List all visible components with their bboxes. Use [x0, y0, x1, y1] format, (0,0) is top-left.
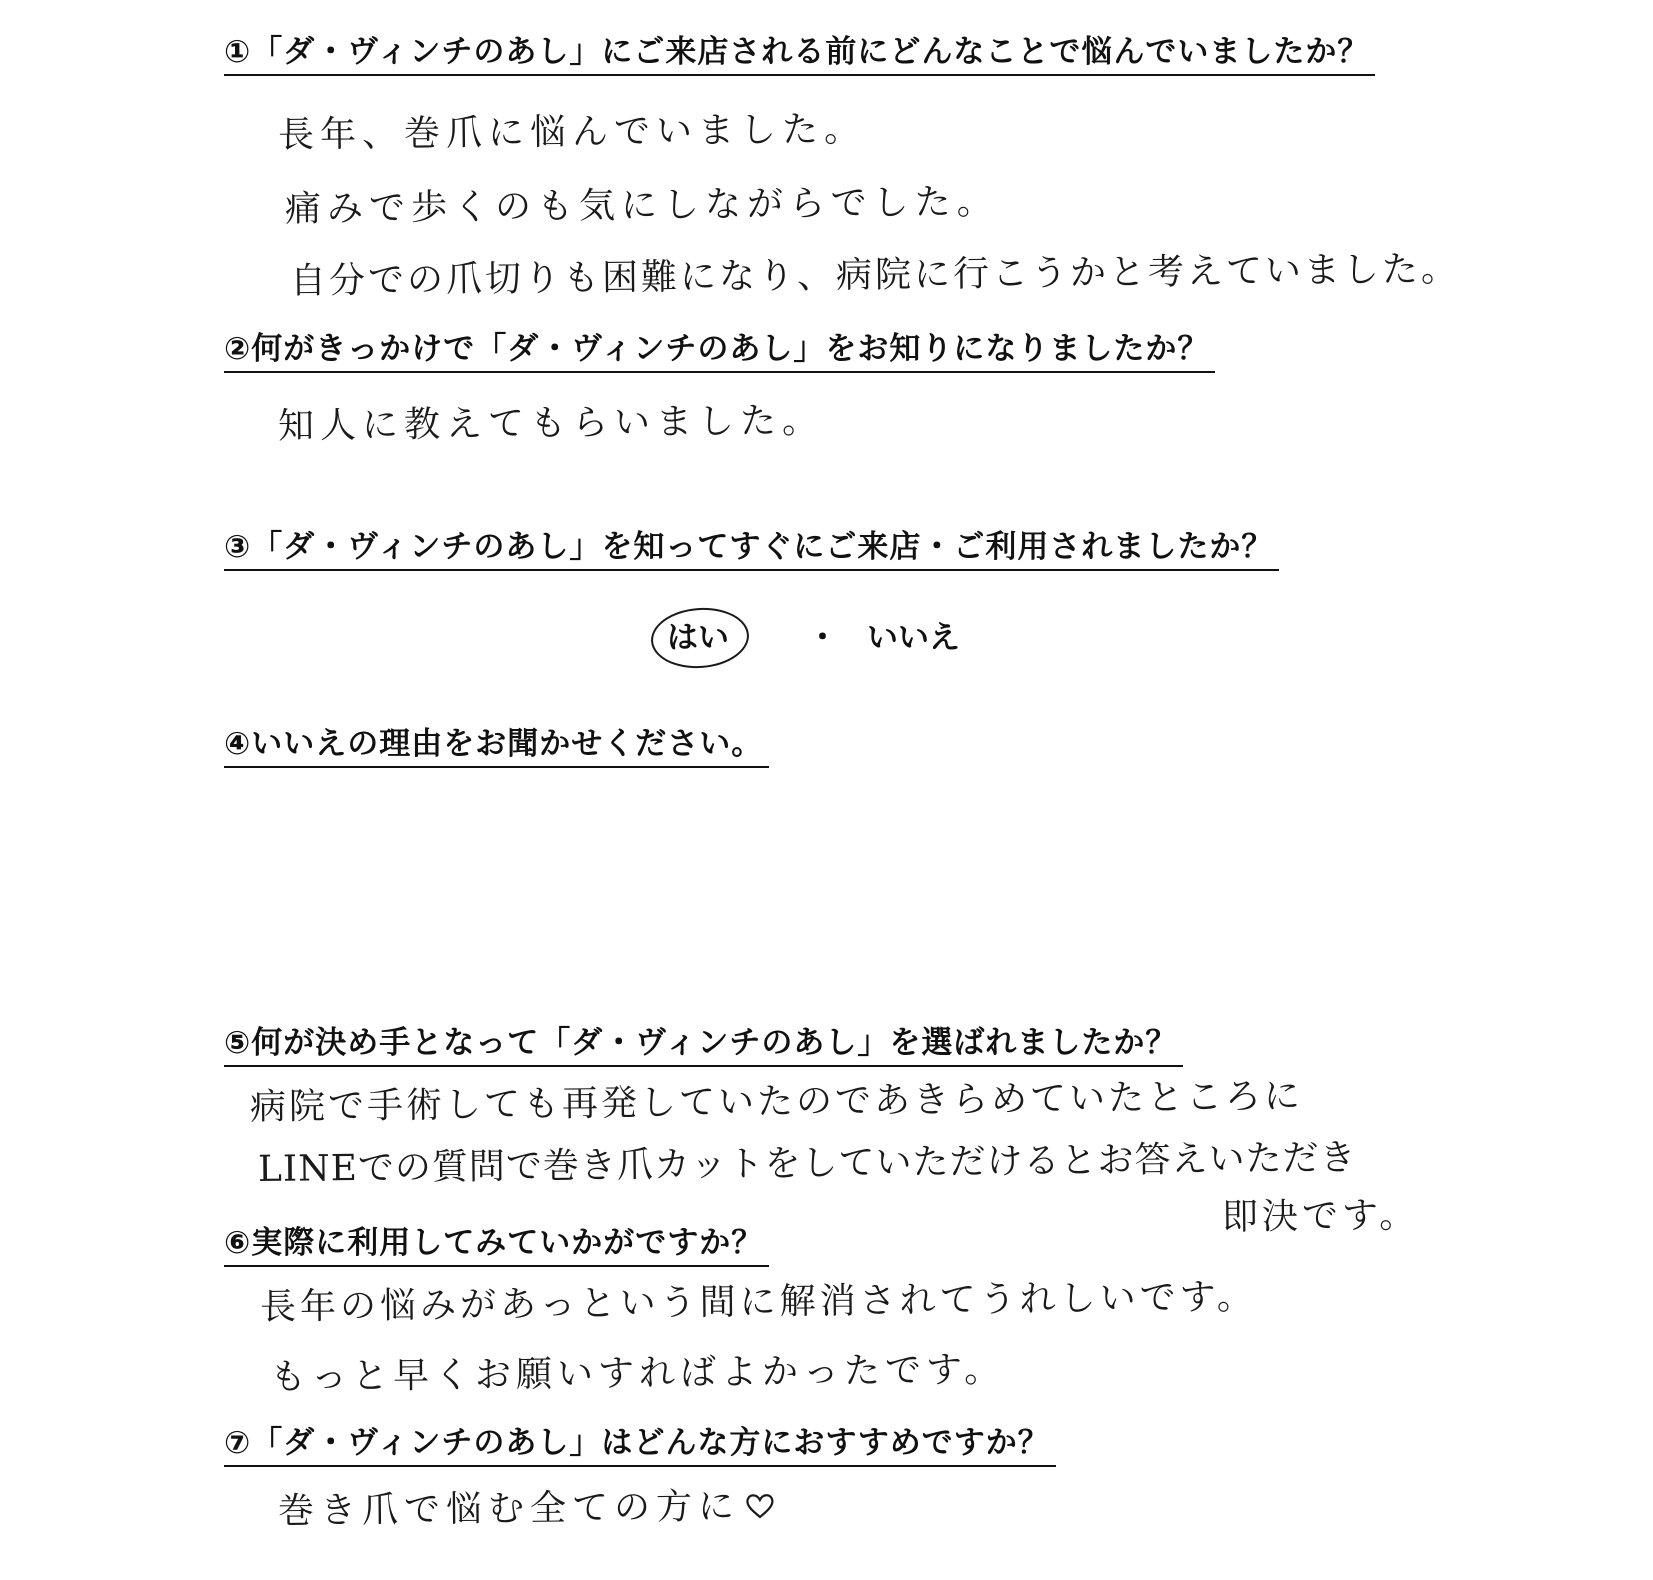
question-6: ⑥実際に利用してみていかがですか？	[224, 1223, 769, 1267]
answer-1-line-3: 自分での爪切りも困難になり、病院に行こうかと考えていました。	[289, 248, 1461, 302]
answer-5-line-3: 即決です。	[1221, 1194, 1420, 1238]
choice-no: いいえ	[867, 620, 960, 656]
answer-2-line-1: 知人に教えてもらいました。	[277, 400, 825, 447]
question-3: ③「ダ・ヴィンチのあし」を知ってすぐにご来店・ご利用されましたか？	[224, 527, 1279, 571]
question-4: ④いいえの理由をお聞かせください。	[224, 724, 769, 768]
answer-6-line-2: もっと早くお願いすればよかったです。	[269, 1349, 1006, 1398]
answer-1-line-2: 痛みで歩くのも気にしながらでした。	[284, 181, 999, 230]
answer-7-line-1	[278, 1485, 776, 1536]
heart-icon	[744, 1487, 776, 1531]
answer-1-line-1: 長年、巻爪に悩んでいました。	[277, 108, 867, 156]
answer-5-line-2: LINEでの質問で巻き爪カットをしていただけるとお答えいただき	[257, 1137, 1357, 1190]
choice-separator: ・	[807, 620, 838, 656]
answer-5-line-1: 病院で手術しても再発していたのであきらめていたところに	[249, 1075, 1304, 1128]
choice-yes: はい	[667, 620, 729, 656]
question-7: ⑦「ダ・ヴィンチのあし」はどんな方におすすめですか？	[224, 1423, 1056, 1467]
question-2: ②何がきっかけで「ダ・ヴィンチのあし」をお知りになりましたか？	[224, 329, 1215, 373]
answer-6-line-1: 長年の悩みがあっという間に解消されてうれしいです。	[259, 1276, 1257, 1328]
question-5: ⑤何が決め手となって「ダ・ヴィンチのあし」を選ばれましたか？	[224, 1023, 1183, 1067]
answer-7-text: 巻き爪で悩む全ての方に	[277, 1486, 741, 1532]
question-1: ①「ダ・ヴィンチのあし」にご来店される前にどんなことで悩んでいましたか？	[224, 32, 1375, 76]
